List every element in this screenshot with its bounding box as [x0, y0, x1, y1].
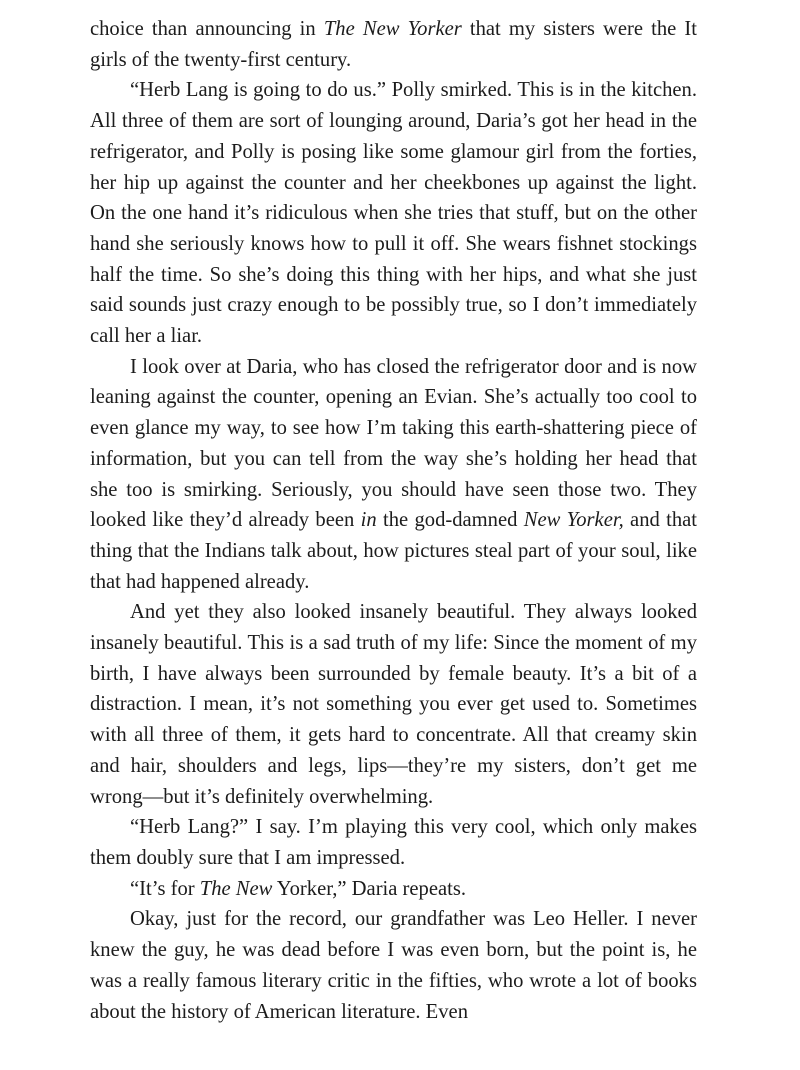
- text-segment: and that thing that the Indians talk about, how pictures steal part of your soul, like that had happened already.: [90, 509, 697, 593]
- text-segment: I look over at Daria, who has closed the refrigerator door and is now leaning against the counter, opening an Evian. She’s actually too cool to even glance my way, to see how I’m taking this earth-shattering piece of information, but you can tell from the way she’s holding her head that she too is smirking. Seriously, you should have seen those two. They looked like they’d already been: [90, 355, 697, 532]
- text-segment: And yet they also looked insanely beautiful. They always looked insanely beautiful. This is a sad truth of my life: Since the moment of my birth, I have always been surrounded by female beauty. It’s a bit of a distraction. I mean, it’s not something you ever get used to. Sometimes with all three of them, it gets hard to concentrate. All that creamy skin and hair, shoulders and legs, lips—they’re my sisters, don’t get me wrong—but it’s definitely overwhelming.: [90, 601, 697, 808]
- italic-segment: in: [360, 509, 377, 532]
- book-page: [90, 14, 697, 1027]
- text-segment: that my sisters were the It girls of the twenty-first century.: [90, 18, 697, 71]
- italic-segment: The New: [199, 877, 273, 900]
- paragraph-4: [90, 597, 697, 812]
- paragraph-2: [90, 75, 697, 351]
- paragraph-7: [90, 904, 697, 1027]
- italic-segment: New Yorker,: [523, 509, 624, 532]
- text-segment: “Herb Lang?” I say. I’m playing this very cool, which only makes them doubly sure that I am impressed.: [90, 816, 697, 869]
- paragraph-5: [90, 812, 697, 873]
- paragraph-6: [90, 874, 697, 905]
- paragraph-1: [90, 14, 697, 75]
- text-segment: Yorker,” Daria repeats.: [272, 877, 467, 900]
- text-segment: the god-damned: [376, 509, 524, 532]
- italic-segment: The New Yorker: [323, 18, 462, 40]
- paragraph-3: [90, 352, 697, 598]
- text-segment: Okay, just for the record, our grandfather was Leo Heller. I never knew the guy, he was dead before I was even born, but the point is, he was a really famous literary critic in the fifties, who wrote a lot of books about the history of American literature. Even: [90, 908, 697, 1023]
- text-segment: choice than announcing in: [90, 18, 324, 40]
- text-segment: “It’s for: [130, 877, 200, 900]
- text-segment: “Herb Lang is going to do us.” Polly smirked. This is in the kitchen. All three of them are sort of lounging around, Daria’s got her head in the refrigerator, and Polly is posing like some glamour girl from the forties, her hip up against the counter and her cheekbones up against the light. On the one hand it’s ridiculous when she tries that stuff, but on the other hand she seriously knows how to pull it off. She wears fishnet stockings half the time. So she’s doing this thing with her hips, and what she just said sounds just crazy enough to be possibly true, so I don’t immediately call her a liar.: [90, 79, 697, 348]
